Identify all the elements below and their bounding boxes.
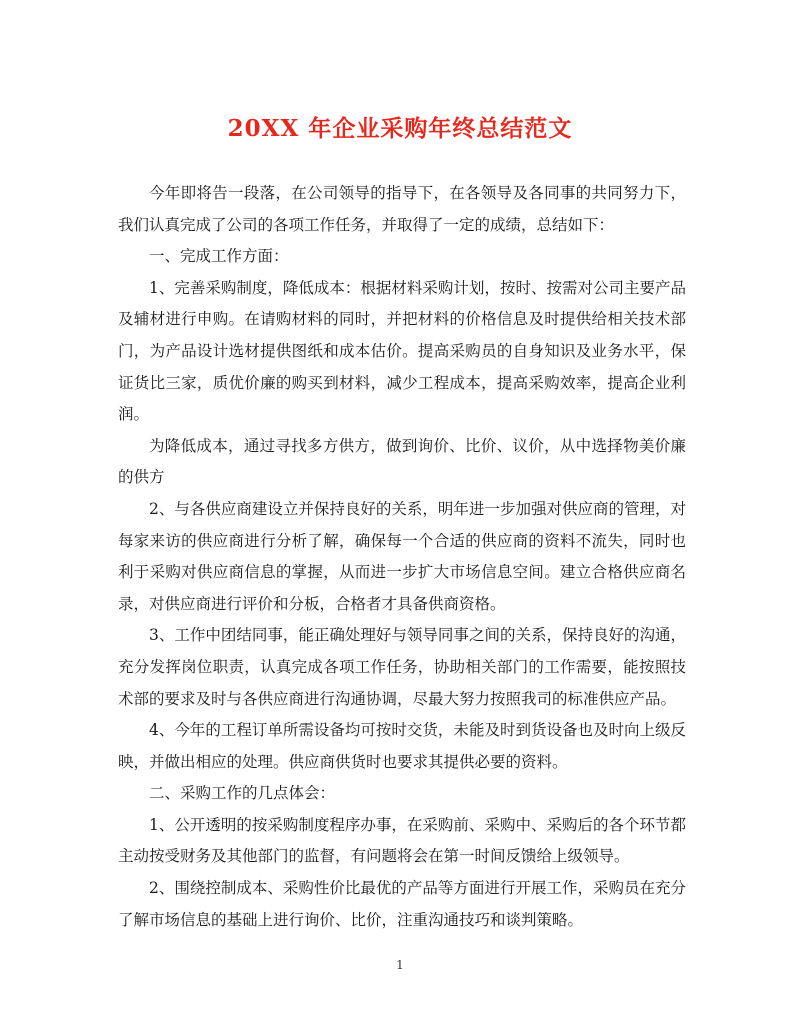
paragraph: 今年即将告一段落，在公司领导的指导下，在各领导及各同事的共同努力下，我们认真完成了公司的各项工作任务，并取得了一定的成绩，总结如下： <box>118 184 686 234</box>
paragraph: 4、今年的工程订单所需设备均可按时交货，未能及时到货设备也及时向上级反映，并做出相应的处理。供应商供货时也要求其提供必要的资料。 <box>118 721 686 771</box>
document-title: 20XX 年企业采购年终总结范文 <box>227 115 573 142</box>
paragraph: 2、围绕控制成本、采购性价比最优的产品等方面进行开展工作，采购员在充分了解市场信息的基础上进行询价、比价，注重沟通技巧和谈判策略。 <box>118 879 686 929</box>
section-heading: 二、采购工作的几点体会： <box>149 784 336 803</box>
page-number: 1 <box>396 958 404 972</box>
paragraph: 1、完善采购制度，降低成本：根据材料采购计划，按时、按需对公司主要产品及辅材进行申购。在请购材料的同时，并把材料的价格信息及时提供给相关技术部门，为产品设计选材提供图纸和成本估价。提高采购员的自身知识及业务水平，保证货比三家，质优价廉的购买到材料，减少工程成本，提高采购效率，提高企业利润。 <box>118 278 686 424</box>
paragraph: 2、与各供应商建设立并保持良好的关系，明年进一步加强对供应商的管理，对每家来访的供应商进行分析了解，确保每一个合适的供应商的资料不流失，同时也利于采购对供应商信息的掌握，从而进一步扩大市场信息空间。建立合格供应商名录，对供应商进行评价和分板，合格者才具备供商资格。 <box>118 499 686 613</box>
paragraph: 3、工作中团结同事，能正确处理好与领导同事之间的关系，保持良好的沟通，充分发挥岗位职责，认真完成各项工作任务，协助相关部门的工作需要，能按照技术部的要求及时与各供应商进行沟通协调，尽最大努力按照我司的标准供应产品。 <box>118 626 686 708</box>
document-body <box>118 178 686 936</box>
section-heading: 一、完成工作方面： <box>149 247 289 266</box>
paragraph: 为降低成本，通过寻找多方供方，做到询价、比价、议价，从中选择物美价廉的供方 <box>118 436 686 487</box>
paragraph: 1、公开透明的按采购制度程序办事，在采购前、采购中、采购后的各个环节都主动按受财务及其他部门的监督，有问题将会在第一时间反馈给上级领导。 <box>118 815 686 866</box>
